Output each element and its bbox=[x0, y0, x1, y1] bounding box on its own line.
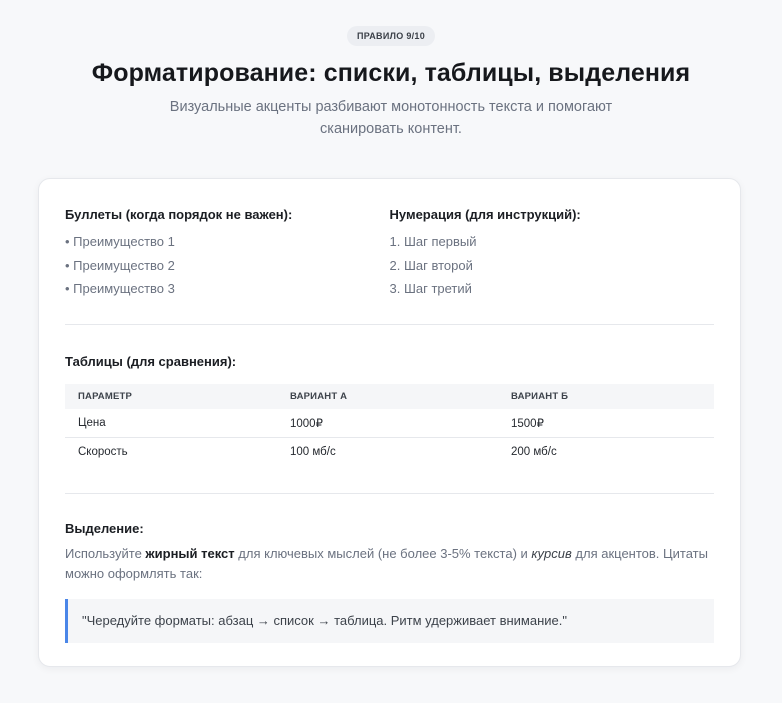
bullets-heading: Буллеты (когда порядок не важен): bbox=[65, 207, 293, 222]
table-header-row bbox=[65, 384, 714, 409]
table-cell: Скорость bbox=[78, 446, 128, 459]
section-divider bbox=[65, 493, 714, 494]
numbered-heading: Нумерация (для инструкций): bbox=[389, 207, 581, 222]
numbered-item: 2. Шаг второй bbox=[389, 257, 473, 273]
rule-badge: ПРАВИЛО 9/10 bbox=[347, 26, 435, 46]
table-header-cell: ВАРИАНТ Б bbox=[498, 384, 714, 409]
bullet-item: • Преимущество 1 bbox=[65, 234, 175, 249]
table-header-cell: ВАРИАНТ А bbox=[277, 384, 498, 409]
highlight-text-pre: Используйте bbox=[65, 545, 146, 561]
page-header bbox=[0, 0, 782, 140]
table-cell: 100 мб/с bbox=[290, 446, 336, 459]
table-cell: Цена bbox=[65, 409, 277, 438]
table-row bbox=[65, 438, 714, 467]
table-cell: 1000₽ bbox=[277, 409, 498, 438]
section-divider bbox=[65, 324, 714, 325]
highlight-paragraph bbox=[65, 544, 714, 584]
numbered-item: 1. Шаг первый bbox=[389, 234, 477, 249]
table-heading: Таблицы (для сравнения): bbox=[65, 353, 237, 369]
quote-block: "Чередуйте форматы: абзац → список → таблица. Ритм удерживает внимание." bbox=[65, 599, 714, 643]
bullet-item: • Преимущество 3 bbox=[65, 281, 175, 296]
bullets-column bbox=[65, 207, 390, 301]
highlight-text-mid: для ключевых мыслей (не более 3-5% текста) и bbox=[234, 545, 532, 561]
page-subtitle: Визуальные акценты разбивают монотонность текста и помогают сканировать контент. bbox=[169, 99, 613, 137]
content-card bbox=[38, 178, 741, 667]
bold-example: жирный текст bbox=[145, 545, 235, 561]
bullet-item: • Преимущество 2 bbox=[65, 257, 175, 273]
numbered-item: 3. Шаг третий bbox=[389, 281, 472, 296]
lists-section bbox=[65, 207, 714, 301]
numbered-column bbox=[390, 207, 715, 301]
highlight-heading: Выделение: bbox=[65, 520, 144, 536]
table-cell: 200 мб/с bbox=[511, 446, 557, 459]
page-title: Форматирование: списки, таблицы, выделения bbox=[91, 59, 691, 87]
highlight-text-post: для акцентов. Цитаты можно оформлять так: bbox=[65, 545, 708, 581]
comparison-table bbox=[65, 384, 714, 467]
table-header-cell: ПАРАМЕТР bbox=[65, 384, 277, 409]
table-row bbox=[65, 409, 714, 438]
italic-example: курсив bbox=[531, 545, 572, 561]
table-cell: 1500₽ bbox=[498, 409, 714, 438]
